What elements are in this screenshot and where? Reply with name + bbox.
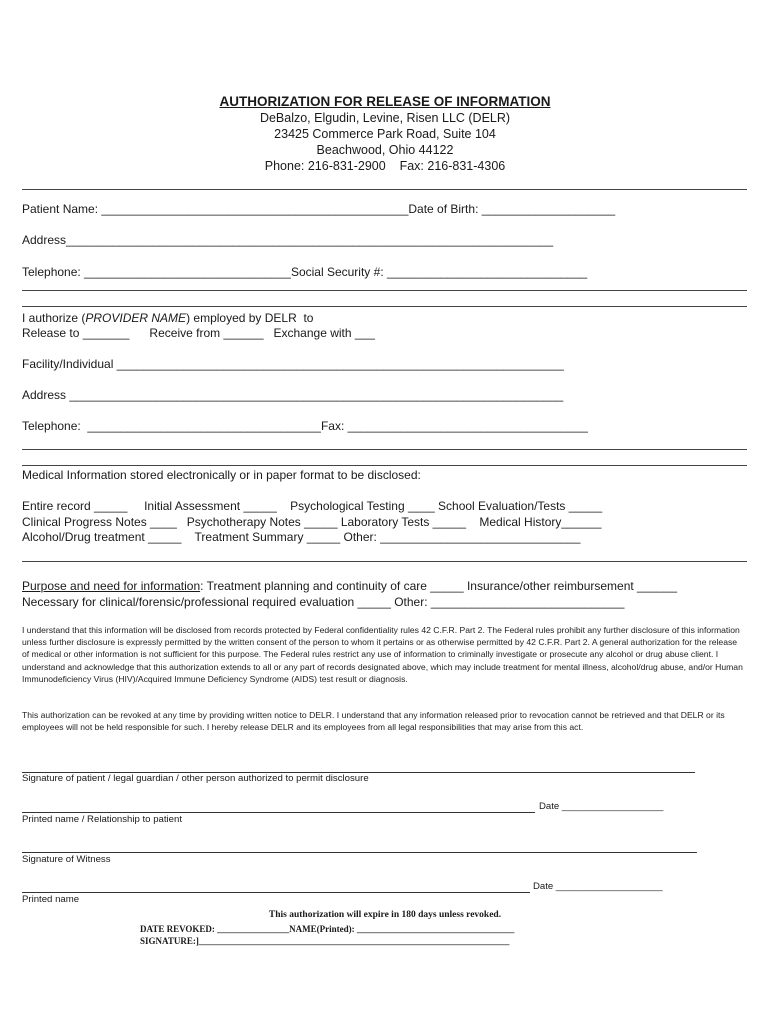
printed-name-label: Printed name / Relationship to patient: [22, 814, 182, 825]
provider-name-placeholder[interactable]: PROVIDER NAME: [85, 311, 187, 325]
date-revoked-field[interactable]: DATE REVOKED: ________________NAME(Printed): ___________________________________: [140, 924, 515, 934]
release-options-field[interactable]: Release to _______ Receive from ______ Exchange with ___: [22, 326, 375, 340]
divider: [22, 306, 747, 307]
facility-address-field[interactable]: Address __________________________________________________________________________: [22, 388, 564, 402]
witness-signature-line[interactable]: [22, 852, 697, 853]
witness-date-field[interactable]: Date ____________________: [533, 881, 663, 892]
expiration-notice: This authorization will expire in 180 days unless revoked.: [268, 910, 502, 920]
facility-telephone-fax-field[interactable]: Telephone: ___________________________________Fax: ____________________________________: [22, 419, 588, 433]
printed-name-line[interactable]: [22, 812, 535, 813]
purpose-options: : Treatment planning and continuity of care _____ Insurance/other reimbursement ______: [200, 579, 678, 593]
patient-signature-label: Signature of patient / legal guardian / other person authorized to permit disclosure: [22, 773, 369, 784]
patient-address-field[interactable]: Address_________________________________________________________________________: [22, 233, 554, 247]
purpose-label: Purpose and need for information: [22, 579, 201, 593]
divider: [22, 561, 747, 562]
confidentiality-paragraph: I understand that this information will be disclosed from records protected by Federal confidentiality rules 42 C.F.R. Part 2. The Federal rules prohibit any further disclosure of this information unless further disclosure is expressly permitted by the written consent of the person to whom it pertains or as otherwise permitted by 42 C.F.R. Part 2. A general authorization for the release of medical or other information is not sufficient for this purpose. The Federal rules restrict any use of information to criminally investigate or prosecute any alcohol or drug abuse client. I understand and acknowledge that this authorization extends to all or any part of records designated above, which may include treatment for mental illness, alcohol/drug abuse, and/or Human Immunodeficiency Virus (HIV)/Acquired Immune Deficiency Syndrome (AIDS) test result or diagnosis.: [22, 625, 743, 684]
purpose-line1[interactable]: [22, 580, 677, 592]
patient-name-dob-field[interactable]: Patient Name: ______________________________________________Date of Birth: ____________________: [22, 202, 616, 216]
witness-printed-name-label: Printed name: [22, 894, 80, 905]
patient-telephone-ssn-field[interactable]: Telephone: _______________________________Social Security #: ______________________________: [22, 265, 588, 279]
divider: [22, 290, 747, 291]
medical-options-row1[interactable]: Entire record _____ Initial Assessment _____ Psychological Testing ____ School Evaluation/Tests _____: [22, 499, 603, 513]
witness-signature-label: Signature of Witness: [22, 854, 111, 865]
firm-phone-fax: Phone: 216-831-2900 Fax: 216-831-4306: [264, 159, 506, 173]
firm-name: DeBalzo, Elgudin, Levine, Risen LLC (DELR): [259, 111, 511, 125]
authorize-suffix: ) employed by DELR to: [186, 311, 314, 325]
authorize-prefix: I authorize (: [22, 311, 86, 325]
divider: [22, 465, 747, 466]
facility-individual-field[interactable]: Facility/Individual ___________________________________________________________________: [22, 357, 564, 371]
divider: [22, 189, 747, 190]
document-title: AUTHORIZATION FOR RELEASE OF INFORMATION: [219, 94, 551, 109]
firm-address-line2: Beachwood, Ohio 44122: [316, 143, 454, 157]
purpose-line2[interactable]: Necessary for clinical/forensic/professional required evaluation _____ Other: _____________________________: [22, 595, 625, 609]
revocation-signature-field[interactable]: SIGNATURE:]_____________________________________________________________________: [140, 936, 510, 946]
revocation-paragraph: This authorization can be revoked at any time by providing written notice to DELR. I understand that any information released prior to revocation cannot be retrieved and that DELR or its employees will not be held responsible for such. I hereby release DELR and its employees from all legal responsibilities that may arise from this act.: [22, 710, 725, 733]
printed-name-date-field[interactable]: Date ___________________: [539, 801, 664, 812]
medical-options-row3[interactable]: Alcohol/Drug treatment _____ Treatment Summary _____ Other: ______________________________: [22, 530, 581, 544]
medical-info-heading: Medical Information stored electronically or in paper format to be disclosed:: [22, 468, 421, 482]
divider: [22, 449, 747, 450]
witness-printed-name-line[interactable]: [22, 892, 530, 893]
medical-options-row2[interactable]: Clinical Progress Notes ____ Psychotherapy Notes _____ Laboratory Tests _____ Medical History______: [22, 515, 602, 529]
firm-address-line1: 23425 Commerce Park Road, Suite 104: [274, 127, 496, 141]
authorize-statement: [22, 312, 313, 324]
